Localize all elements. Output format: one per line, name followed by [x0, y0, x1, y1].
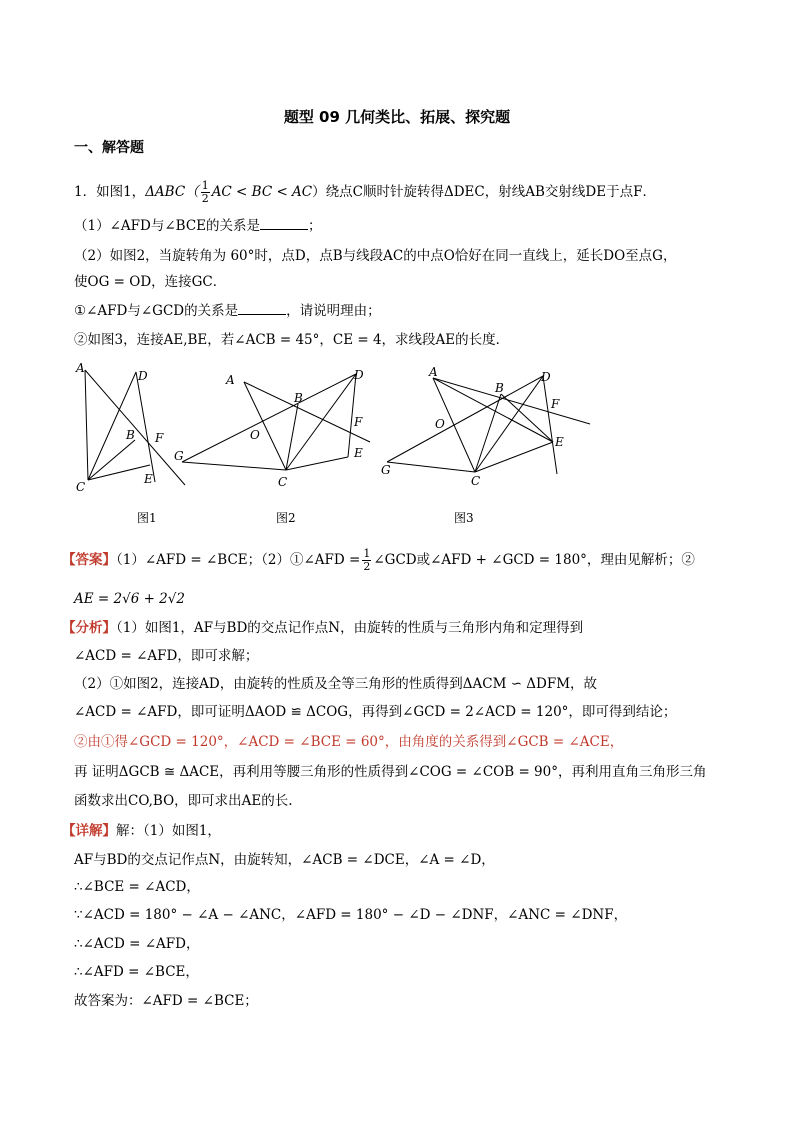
q1-rotation-text: ）绕点C顺时针旋转得ΔDEC，射线AB交射线DE于点F．	[312, 184, 656, 200]
analysis-line4: ∠ACD = ∠AFD，即可证明ΔAOD ≌ ΔCOG，再得到∠GCD = 2∠ACD = 120°，即可得到结论；	[74, 704, 677, 720]
segment-GD	[182, 374, 356, 462]
page-title: 题型 09 几何类比、拓展、探究题	[283, 108, 511, 126]
answer-fraction: $\frac{1}{2}$	[363, 547, 371, 573]
segment-CD	[286, 374, 356, 470]
detail-line2: AF与BD的交点记作点N，由旋转知，∠ACB = ∠DCE，∠A = ∠D，	[74, 852, 495, 868]
label-F: F	[551, 397, 560, 411]
figure-2	[170, 362, 380, 492]
analysis-line5: ②由①得∠GCD = 120°，∠ACD = ∠BCE = 60°，由角度的关系得到∠GCB = ∠ACE，	[74, 734, 624, 750]
analysis-line2: ∠ACD = ∠AFD，即可求解；	[74, 648, 259, 664]
label-O: O	[250, 428, 260, 442]
label-D: D	[138, 369, 148, 383]
detail-line4: ∵∠ACD = 180° − ∠A − ∠ANC，∠AFD = 180° − ∠D − ∠DNF，∠ANC = ∠DNF，	[74, 907, 628, 923]
analysis-line1: 【分析】（1）如图1，AF与BD的交点记作点N，由旋转的性质与三角形内角和定理得到	[62, 620, 584, 636]
label-A: A	[76, 361, 85, 375]
q1-part2-cont: 使OG = OD，连接GC．	[74, 274, 227, 290]
ray-AB	[433, 378, 590, 424]
label-B: B	[126, 428, 135, 442]
q1-line1	[74, 180, 656, 205]
caption-figure-1: 图1	[137, 511, 157, 525]
segment-CE	[286, 457, 348, 470]
section-heading: 一、解答题	[74, 140, 144, 156]
ray-DE	[136, 372, 155, 482]
segment-CB	[286, 404, 298, 470]
answer-blank	[238, 314, 286, 315]
detail-tag: 【详解】	[62, 823, 116, 839]
label-E: E	[354, 446, 363, 460]
label-F: F	[354, 415, 363, 429]
label-O: O	[435, 417, 445, 431]
label-C: C	[471, 474, 481, 488]
label-E: E	[144, 472, 153, 486]
caption-figure-2: 图2	[276, 511, 296, 525]
answer-tag: 【答案】	[62, 552, 116, 568]
label-C: C	[76, 480, 86, 494]
segment-CB	[475, 394, 501, 472]
q1-part2-sub1: ①∠AFD与∠GCD的关系是 ，请说明理由；	[74, 303, 381, 319]
label-F: F	[155, 431, 164, 445]
q1-inequality: AC < BC < AC	[211, 184, 313, 200]
detail-line6: ∴∠AFD = ∠BCE，	[74, 964, 199, 980]
q1-part2: （2）如图2，当旋转角为 60°时，点D，点B与线段AC的中点O恰好在同一直线上，延长DO至点G，	[74, 248, 677, 264]
label-A: A	[226, 373, 235, 387]
analysis-line7: 函数求出CO,BO，即可求出AE的长.	[74, 793, 293, 809]
q1-intro: 1．如图1，	[74, 184, 146, 200]
label-B: B	[294, 391, 303, 405]
analysis-line6: 再 证明ΔGCB ≅ ΔACE，再利用等腰三角形的性质得到∠COG = ∠COB = 90°，再利用直角三角形三角	[74, 764, 707, 780]
label-A: A	[429, 365, 438, 379]
answer-line1: 【答案】（1）∠AFD = ∠BCE；（2）①∠AFD = $\frac{1}{2}$ ∠GCD或∠AFD + ∠GCD = 180°，理由见解析；②	[62, 547, 695, 573]
label-E: E	[555, 435, 564, 449]
segment-GC	[182, 462, 286, 470]
q1-fraction: $\frac{1}{2}$	[201, 179, 209, 205]
segment-GC	[387, 462, 475, 472]
detail-line1: 【详解】解：（1）如图1，	[62, 823, 221, 839]
segment-CE	[475, 442, 553, 472]
label-D: D	[541, 370, 551, 384]
label-C: C	[278, 475, 288, 489]
figure-3	[375, 362, 600, 492]
label-G: G	[381, 463, 391, 477]
label-G: G	[174, 449, 184, 463]
q1-triangle: ΔABC（	[145, 184, 199, 200]
label-B: B	[495, 381, 504, 395]
ray-DE	[543, 376, 557, 474]
answer-blank	[260, 229, 308, 230]
segment-AC	[244, 382, 286, 470]
ray-AB	[244, 382, 370, 442]
caption-figure-3: 图3	[454, 511, 474, 525]
answer-line2: AE = 2√6 + 2√2	[74, 591, 185, 607]
detail-line7: 故答案为：∠AFD = ∠BCE；	[74, 993, 258, 1009]
detail-line3: ∴∠BCE = ∠ACD，	[74, 879, 200, 895]
q1-part2-sub2: ②如图3，连接AE,BE，若∠ACB = 45°，CE = 4，求线段AE的长度．	[74, 332, 510, 348]
detail-line5: ∴∠ACD = ∠AFD，	[74, 936, 200, 952]
label-D: D	[354, 368, 364, 382]
segment-AC	[85, 370, 88, 480]
segment-DC	[88, 372, 136, 480]
analysis-tag: 【分析】	[62, 620, 116, 636]
q1-part1: （1）∠AFD与∠BCE的关系是 ；	[74, 218, 322, 234]
analysis-line3: （2）①如图2，连接AD，由旋转的性质及全等三角形的性质得到ΔACM ∽ ΔDFM，故	[74, 676, 598, 692]
